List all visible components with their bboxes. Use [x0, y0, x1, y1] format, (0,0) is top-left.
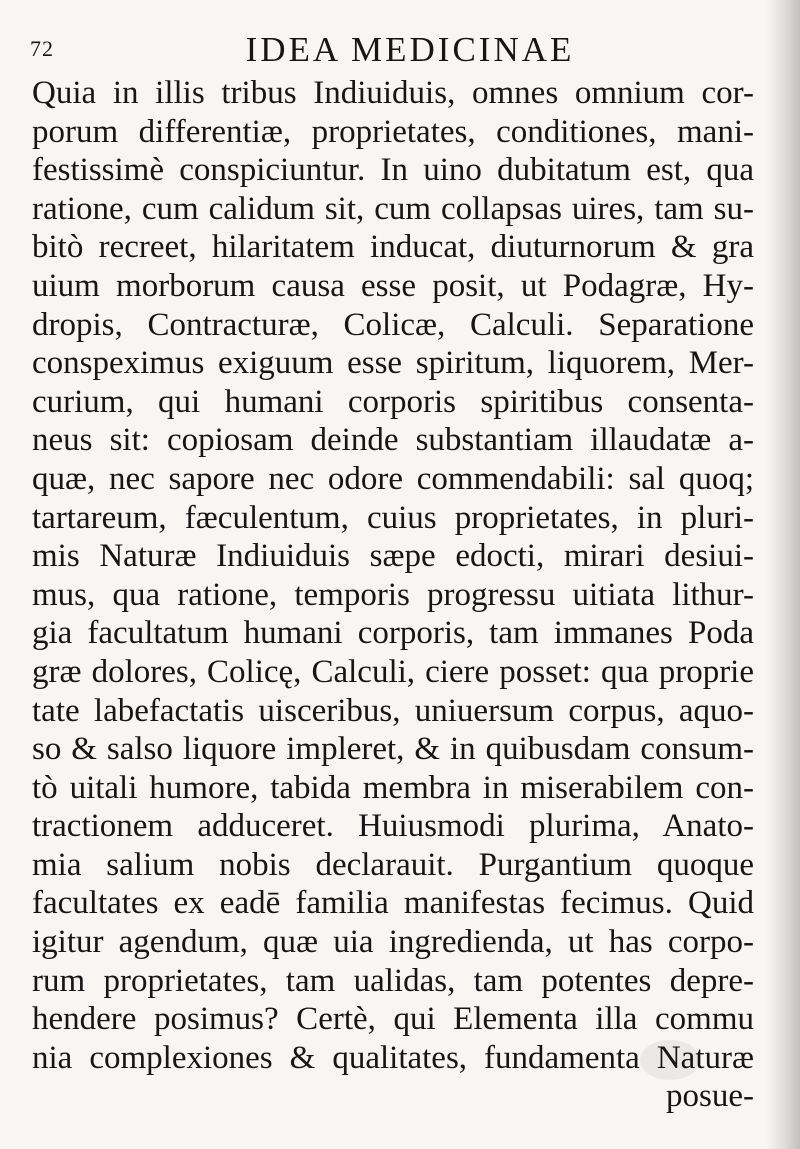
text-line: tate labefactatis uisceribus, uniuersum corpus, aquo-	[32, 692, 754, 729]
text-line: neus sit: copiosam deinde substantiam illaudatæ a-	[32, 422, 754, 459]
text-block	[32, 74, 754, 1077]
page-number: 72	[30, 36, 54, 61]
text-line: igitur agendum, quæ uia ingredienda, ut has corpo-	[32, 924, 754, 961]
page-gutter-shadow	[766, 0, 800, 1149]
text-line: so & salso liquore impleret, & in quibusdam consum-	[32, 731, 754, 768]
text-line: dropis, Contracturæ, Colicæ, Calculi. Separatione	[32, 306, 754, 343]
text-line: hendere posimus? Certè, qui Elementa illa commu	[32, 1001, 754, 1038]
text-line: gia facultatum humani corporis, tam immanes Poda	[32, 615, 754, 652]
text-line: rum proprietates, tam ualidas, tam potentes depre-	[32, 962, 754, 999]
text-line: Quia in illis tribus Indiuiduis, omnes omnium cor-	[32, 75, 754, 111]
text-line: porum differentiæ, proprietates, conditiones, mani-	[32, 113, 754, 150]
text-line: ratione, cum calidum sit, cum collapsas uires, tam su-	[32, 190, 754, 227]
text-line: nia complexiones & qualitates, fundamenta Naturæ	[32, 1039, 754, 1076]
text-line: mis Naturæ Indiuiduis sæpe edocti, mirari desiui-	[32, 538, 754, 575]
running-head: IDEA MEDICINAE	[245, 30, 575, 69]
text-line: quæ, nec sapore nec odore commendabili: sal quoq;	[32, 460, 754, 497]
text-line: tractionem adduceret. Huiusmodi plurima, Anato-	[32, 808, 754, 845]
text-line: conspeximus exiguum esse spiritum, liquorem, Mer-	[32, 345, 754, 382]
catchword: posue-	[666, 1078, 754, 1114]
text-line: festissimè conspiciuntur. In uino dubitatum est, qua	[32, 152, 754, 189]
text-line: curium, qui humani corporis spiritibus consenta-	[32, 383, 754, 420]
text-line: mus, qua ratione, temporis progressu uitiata lithur-	[32, 576, 754, 613]
text-line: tò uitali humore, tabida membra in miserabilem con-	[32, 769, 754, 806]
text-line: facultates ex eadē familia manifestas fecimus. Quid	[32, 885, 754, 922]
text-line: græ dolores, Colicę, Calculi, ciere posset: qua proprie	[32, 653, 754, 690]
text-line: mia salium nobis declarauit. Purgantium quoque	[32, 846, 754, 883]
text-line: bitò recreet, hilaritatem inducat, diuturnorum & gra	[32, 229, 754, 266]
text-line: uium morborum causa esse posit, ut Podagræ, Hy-	[32, 267, 754, 304]
text-line: tartareum, fæculentum, cuius proprietates, in pluri-	[32, 499, 754, 536]
